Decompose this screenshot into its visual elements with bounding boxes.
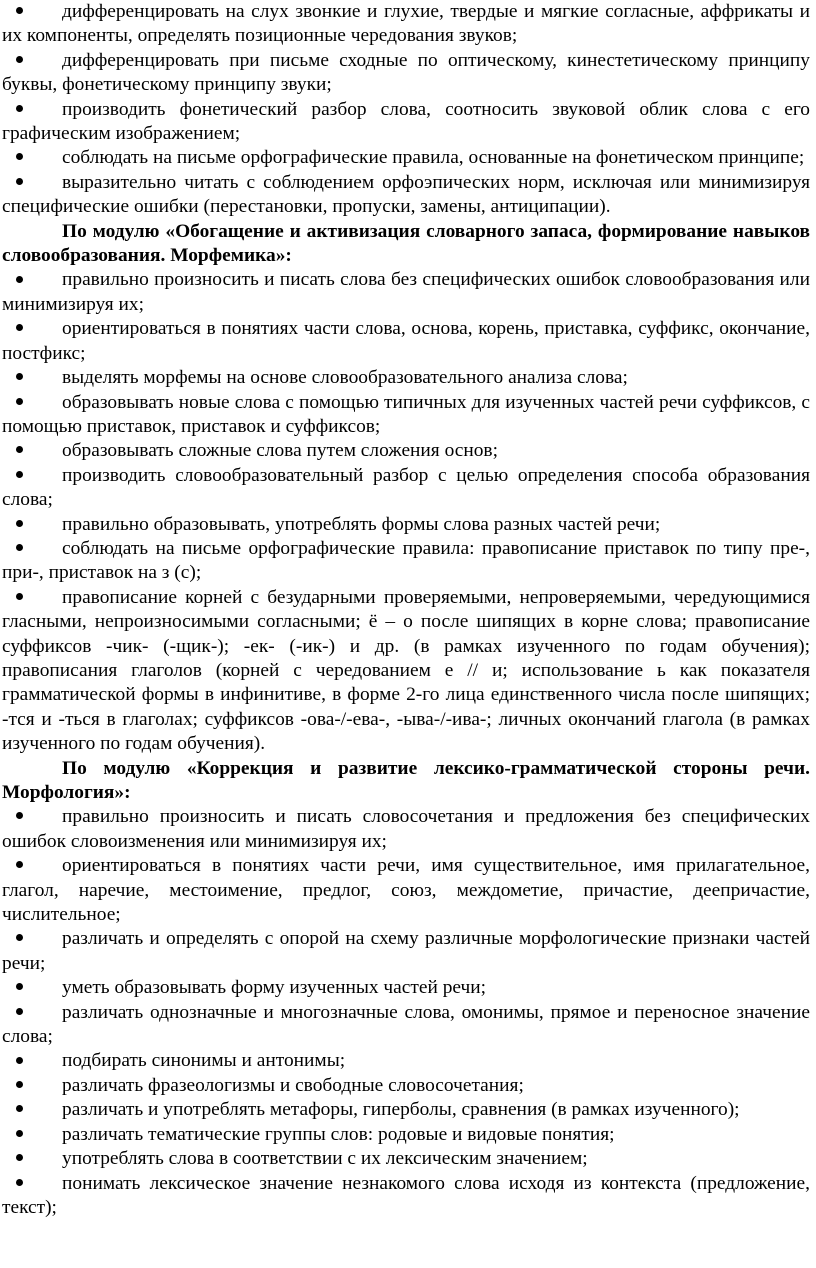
list-item-text: правописание корней с безударными проверяемыми, непроверяемыми, чередующимися гласными, непроизносимыми согласными; ё – о после шипящих в корне слова; правописание суффиксов -чик- (-щик-); -ек- (-ик-) и др. (в рамках изученного по годам обучения); правописания глаголов (корней с чередованием е // и; использование ь как показателя грамматической формы в инфинитиве, в форме 2-го лица единственного числа после шипящих; -тся и -ться в глаголах; суффиксов -ова-/-ева-, -ыва-/-ива-; личных окончаний глагола (в рамках изученного по годам обучения).: [2, 586, 810, 755]
list-item-text: различать однозначные и многозначные слова, омонимы, прямое и переносное значение слова;: [2, 1001, 810, 1048]
bullet-icon: [2, 0, 62, 24]
list-item: [2, 1123, 810, 1147]
list-item-text: различать и употреблять метафоры, гиперболы, сравнения (в рамках изученного);: [62, 1099, 740, 1121]
list-item: [2, 366, 810, 390]
list-item: [2, 927, 810, 976]
bullet-icon: [2, 513, 62, 537]
bullet-icon: [2, 586, 62, 610]
bullet-icon: [2, 1001, 62, 1025]
bullet-icon: [2, 391, 62, 415]
bullet-icon: [2, 98, 62, 122]
list-item: [2, 1172, 810, 1221]
list-item-text: образовывать сложные слова путем сложения основ;: [62, 440, 498, 462]
list-item: [2, 1074, 810, 1098]
list-item: [2, 171, 810, 220]
list-item-text: соблюдать на письме орфографические правила: правописание приставок по типу пре-, при-, приставок на з (с);: [2, 537, 810, 584]
bullet-icon: [2, 976, 62, 1000]
list-item: [2, 1098, 810, 1122]
bullet-icon: [2, 1147, 62, 1171]
list-item: [2, 1049, 810, 1073]
bullet-icon: [2, 854, 62, 878]
list-item: [2, 439, 810, 463]
list-item-text: производить фонетический разбор слова, соотносить звуковой облик слова с его графическим изображением;: [2, 98, 810, 145]
list-item-text: уметь образовывать форму изученных частей речи;: [62, 977, 487, 999]
list-item: [2, 586, 810, 757]
list-item-text: различать и определять с опорой на схему различные морфологические признаки частей речи;: [2, 928, 810, 974]
bullet-icon: [2, 537, 62, 561]
list-item-text: правильно произносить и писать словосочетания и предложения без специфических ошибок словоизменения или минимизируя их;: [2, 806, 810, 852]
list-item-text: ориентироваться в понятиях части слова, основа, корень, приставка, суффикс, окончание, постфикс;: [2, 318, 810, 364]
list-item-text: выделять морфемы на основе словообразовательного анализа слова;: [62, 367, 628, 389]
bullet-icon: [2, 1074, 62, 1098]
list-item-text: дифференцировать на слух звонкие и глухие, твердые и мягкие согласные, аффрикаты и их компоненты, определять позиционные чередования звуков;: [2, 1, 810, 47]
list-item: [2, 537, 810, 586]
bullet-icon: [2, 805, 62, 829]
list-item-text: дифференцировать при письме сходные по оптическому, кинестетическому принципу буквы, фонетическому принципу звуки;: [2, 49, 810, 96]
bullet-icon: [2, 1098, 62, 1122]
list-item-text: понимать лексическое значение незнакомого слова исходя из контекста (предложение, текст);: [2, 1172, 810, 1218]
bullet-icon: [2, 146, 62, 170]
module-heading-morphology: По модулю «Коррекция и развитие лексико-грамматической стороны речи. Морфология»:: [2, 757, 810, 803]
list-item: [2, 513, 810, 537]
bullet-icon: [2, 927, 62, 951]
list-item-text: ориентироваться в понятиях части речи, имя существительное, имя прилагательное, глагол, наречие, местоимение, предлог, союз, междометие, причастие, деепричастие, числительное;: [2, 855, 810, 926]
outcomes-list-morphology: [2, 805, 810, 1220]
list-item-text: выразительно читать с соблюдением орфоэпических норм, исключая или минимизируя специфические ошибки (перестановки, пропуски, замены, антиципации).: [2, 171, 810, 218]
list-item: [2, 98, 810, 147]
list-item-text: подбирать синонимы и антонимы;: [62, 1050, 346, 1072]
bullet-icon: [2, 366, 62, 390]
list-item: [2, 1147, 810, 1171]
bullet-icon: [2, 317, 62, 341]
list-item: [2, 391, 810, 440]
bullet-icon: [2, 268, 62, 292]
list-item: [2, 1001, 810, 1050]
list-item: [2, 854, 810, 927]
list-item-text: производить словообразовательный разбор с целью определения способа образования слова;: [2, 464, 810, 511]
list-item: [2, 0, 810, 49]
list-item-text: соблюдать на письме орфографические правила, основанные на фонетическом принципе;: [62, 147, 805, 169]
bullet-icon: [2, 439, 62, 463]
list-item-text: различать фразеологизмы и свободные словосочетания;: [62, 1074, 524, 1096]
list-item: [2, 268, 810, 317]
list-item: [2, 464, 810, 513]
list-item: [2, 49, 810, 98]
list-item: [2, 146, 810, 170]
list-item-text: правильно произносить и писать слова без специфических ошибок словообразования или минимизируя их;: [2, 269, 810, 315]
list-item: [2, 976, 810, 1000]
bullet-icon: [2, 171, 62, 195]
bullet-icon: [2, 1123, 62, 1147]
list-item: [2, 317, 810, 366]
list-item-text: образовывать новые слова с помощью типичных для изученных частей речи суффиксов, с помощью приставок, приставок и суффиксов;: [2, 391, 810, 437]
bullet-icon: [2, 464, 62, 488]
list-item-text: различать тематические группы слов: родовые и видовые понятия;: [62, 1123, 615, 1145]
bullet-icon: [2, 49, 62, 73]
outcomes-list-morphemics: [2, 268, 810, 756]
list-item-text: правильно образовывать, употреблять формы слова разных частей речи;: [62, 513, 661, 535]
module-heading-morphemics: По модулю «Обогащение и активизация словарного запаса, формирование навыков словообразования. Морфемика»:: [2, 220, 810, 267]
list-item: [2, 805, 810, 854]
list-item-text: употреблять слова в соответствии с их лексическим значением;: [62, 1148, 588, 1170]
outcomes-list-phonetics: [2, 0, 810, 220]
bullet-icon: [2, 1172, 62, 1196]
bullet-icon: [2, 1049, 62, 1073]
